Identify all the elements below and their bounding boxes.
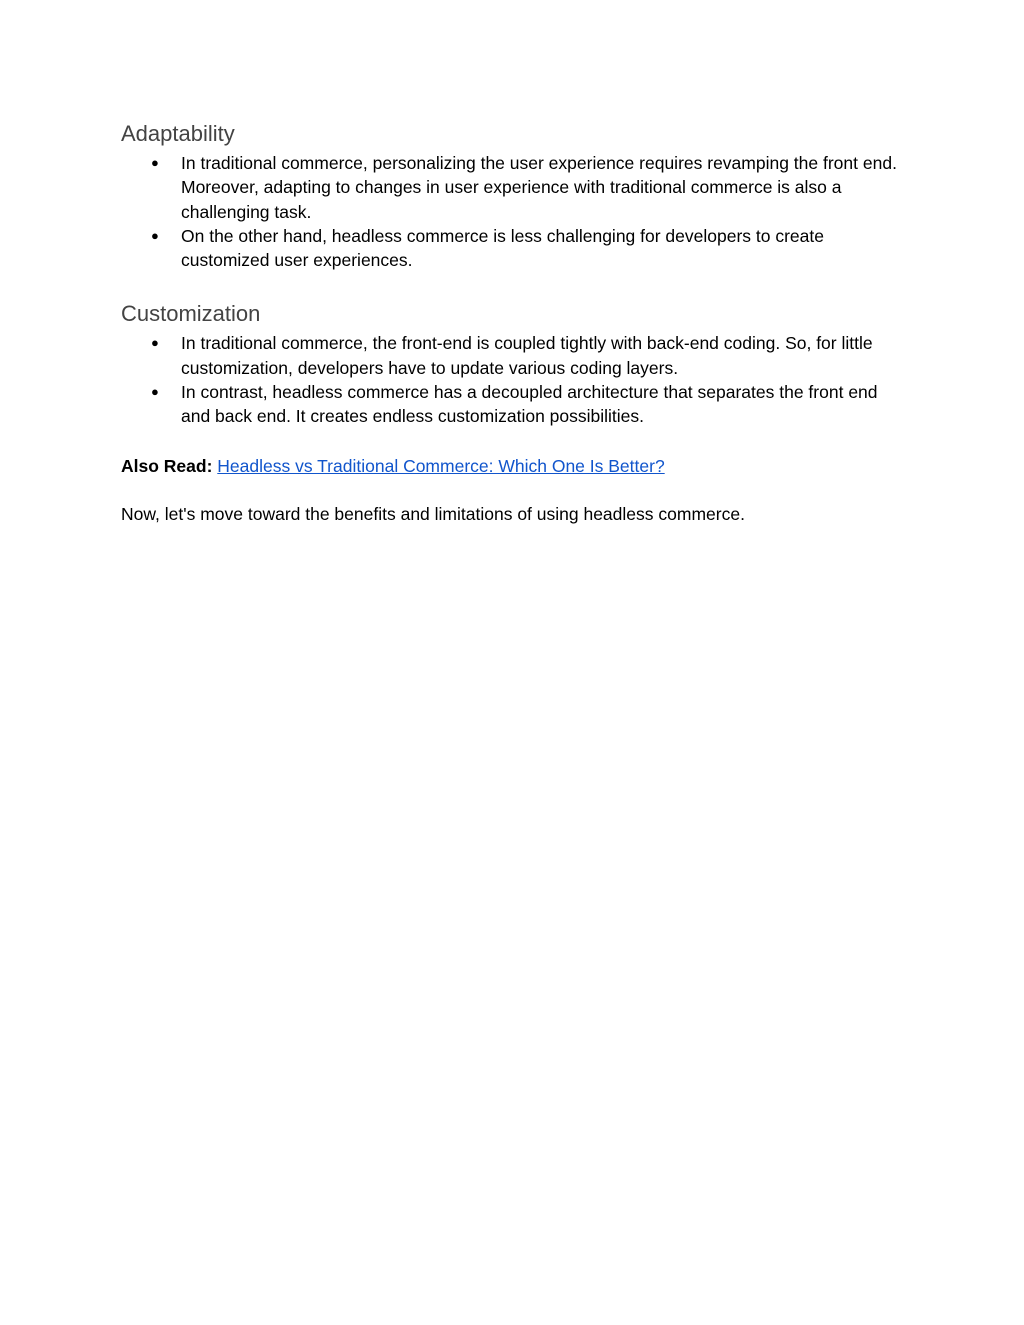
- document-page: [121, 119, 911, 526]
- bullet-icon: ●: [151, 335, 159, 351]
- list-item-text: In traditional commerce, personalizing the user experience requires revamping the front end. Moreover, adapting to changes in user experience with traditional commerce is also a challenging task.: [181, 153, 897, 222]
- section-heading: Customization: [121, 301, 261, 327]
- bullet-list: [121, 151, 911, 272]
- bullet-icon: ●: [151, 384, 159, 400]
- bullet-icon: ●: [151, 227, 159, 243]
- list-item-text: In traditional commerce, the front-end is coupled tightly with back-end coding. So, for little customization, developers have to update various coding layers.: [181, 333, 873, 378]
- bullet-icon: ●: [151, 155, 159, 170]
- list-item: [121, 331, 911, 380]
- closing-paragraph: Now, let's move toward the benefits and limitations of using headless commerce.: [121, 503, 745, 524]
- list-item: [121, 224, 911, 273]
- list-item: [121, 151, 911, 224]
- bullet-list: [121, 331, 911, 428]
- section-customization: [121, 299, 911, 428]
- list-item-text: In contrast, headless commerce has a decoupled architecture that separates the front end and back end. It creates endless customization possibilities.: [181, 382, 878, 427]
- also-read-link[interactable]: Headless vs Traditional Commerce: Which One Is Better?: [217, 455, 665, 476]
- also-read-paragraph: [121, 454, 911, 478]
- list-item: [121, 380, 911, 429]
- list-item-text: On the other hand, headless commerce is less challenging for developers to create customized user experiences.: [181, 225, 824, 271]
- section-heading: Adaptability: [121, 121, 235, 146]
- also-read-label: Also Read:: [121, 455, 213, 476]
- section-adaptability: [121, 119, 911, 272]
